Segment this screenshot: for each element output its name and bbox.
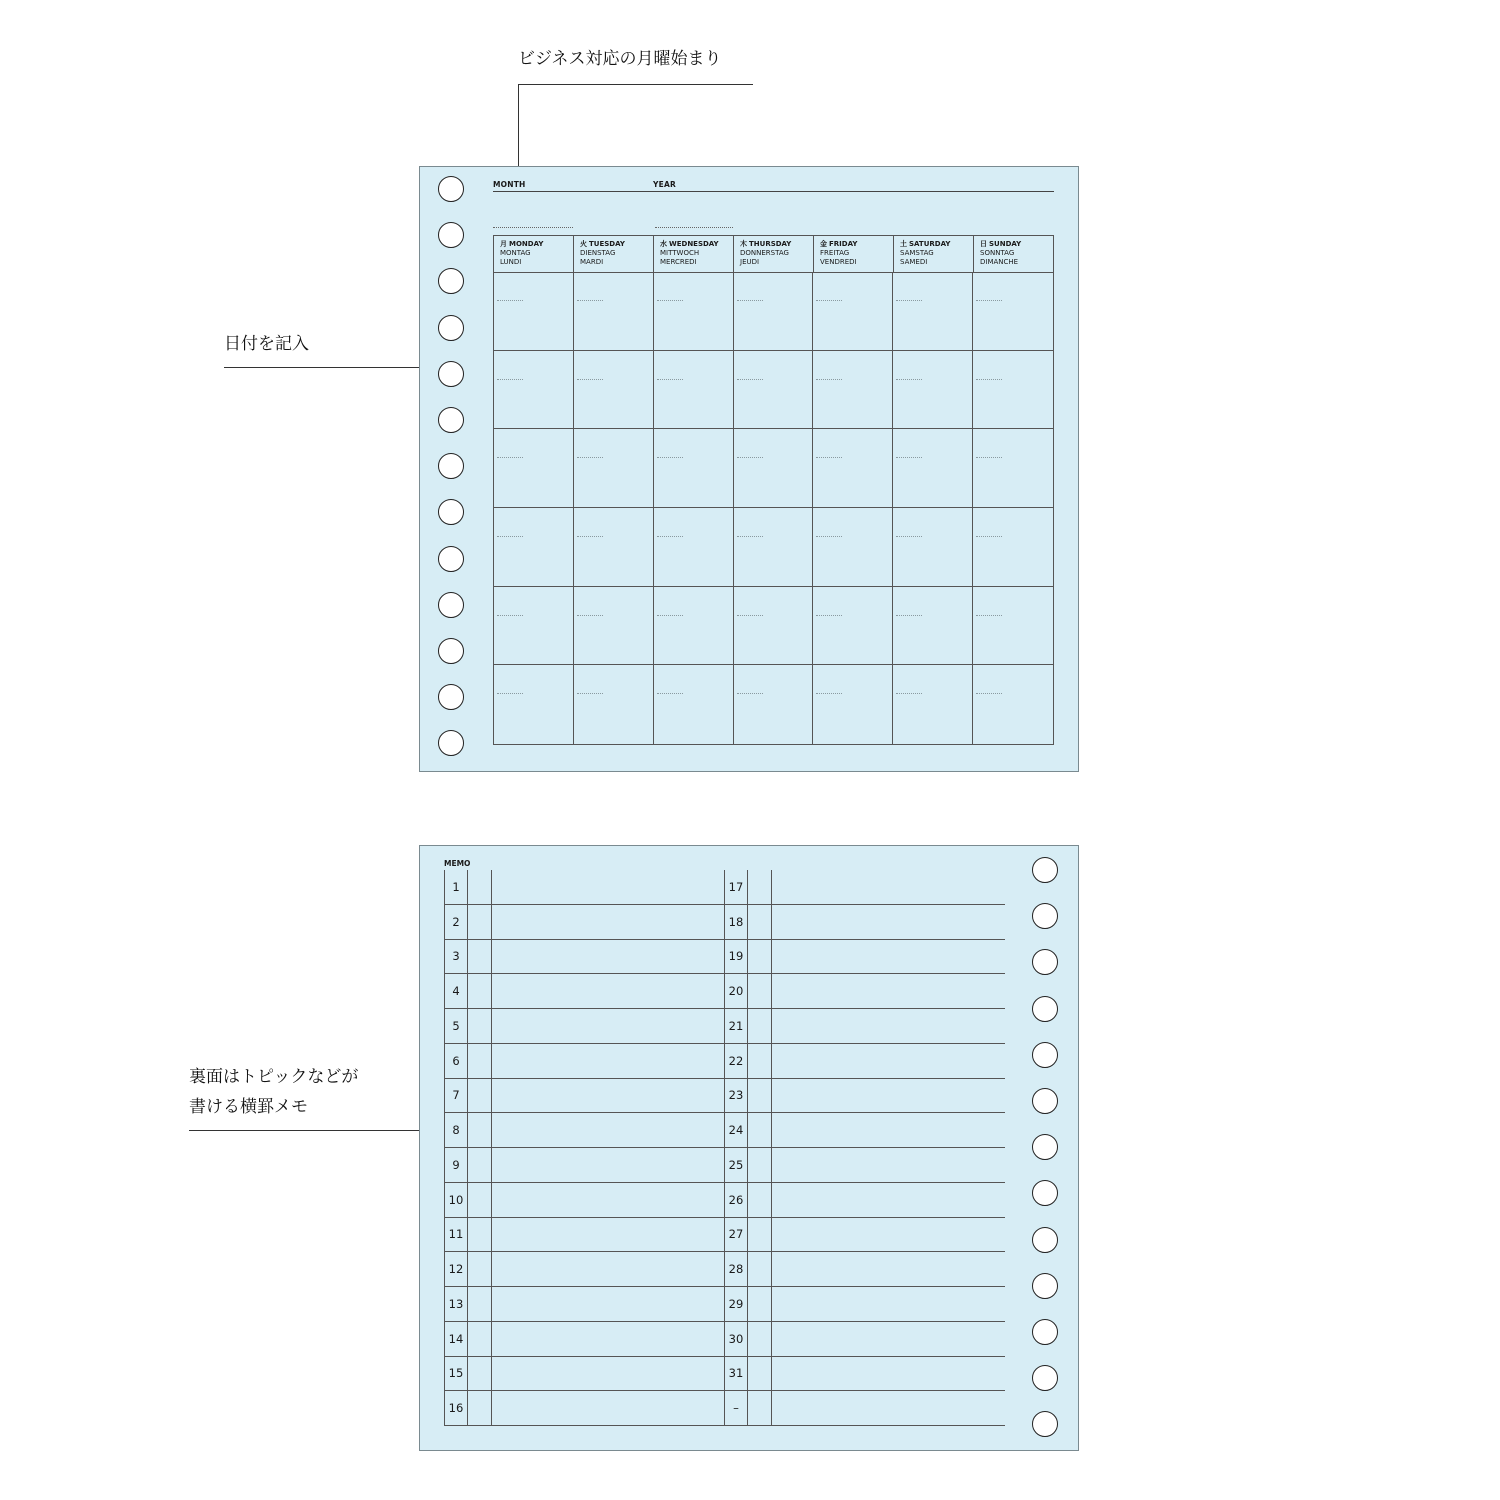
memo-row[interactable]	[444, 1148, 724, 1183]
date-entry-line	[976, 615, 1002, 616]
memo-row[interactable]	[444, 940, 724, 975]
memo-row[interactable]	[724, 1218, 1005, 1253]
day-cell[interactable]	[494, 508, 574, 587]
memo-row[interactable]	[724, 870, 1005, 905]
date-entry-line	[497, 300, 523, 301]
memo-row[interactable]	[724, 1183, 1005, 1218]
weekday-de: DIENSTAG	[580, 249, 616, 257]
day-cell[interactable]	[654, 351, 734, 430]
day-cell[interactable]	[654, 429, 734, 508]
memo-row[interactable]	[724, 1357, 1005, 1392]
calendar-sheet-front	[419, 166, 1079, 772]
memo-row[interactable]	[444, 1322, 724, 1357]
memo-row-number: 24	[728, 1123, 744, 1138]
weekday-header-cell	[734, 236, 814, 272]
date-entry-line	[657, 615, 683, 616]
memo-row-number: 23	[728, 1088, 744, 1103]
day-cell[interactable]	[574, 429, 654, 508]
year-label: YEAR	[653, 180, 676, 189]
memo-row-number: 28	[728, 1262, 744, 1277]
date-entry-line	[896, 379, 922, 380]
memo-row-number: 26	[728, 1192, 744, 1207]
memo-row[interactable]	[724, 1287, 1005, 1322]
memo-row[interactable]	[444, 1113, 724, 1148]
date-entry-line	[816, 615, 842, 616]
memo-row[interactable]	[724, 1044, 1005, 1079]
weekday-en: SUNDAY	[989, 240, 1022, 248]
weekday-jp: 火	[580, 240, 587, 248]
memo-row-number: 12	[448, 1262, 464, 1277]
header-rule	[493, 191, 1054, 192]
date-entry-line	[737, 300, 763, 301]
day-cell[interactable]	[734, 665, 814, 744]
date-entry-line	[657, 300, 683, 301]
day-cell[interactable]	[813, 508, 893, 587]
date-entry-line	[896, 457, 922, 458]
weekday-de: DONNERSTAG	[740, 249, 789, 257]
memo-row-number: 15	[448, 1366, 464, 1381]
memo-row-number: 8	[452, 1123, 460, 1138]
day-cell[interactable]	[654, 587, 734, 666]
date-entry-line	[497, 536, 523, 537]
binder-hole	[1032, 1227, 1058, 1253]
weekday-jp: 日	[980, 240, 987, 248]
binder-hole	[438, 499, 464, 525]
binder-hole	[438, 176, 464, 202]
memo-row-number: 9	[452, 1157, 460, 1172]
date-entry-line	[737, 536, 763, 537]
weekday-fr: JEUDI	[740, 258, 760, 266]
annotation-back-memo-2: 書ける横罫メモ	[189, 1097, 308, 1117]
date-entry-line	[737, 615, 763, 616]
weekday-header-cell	[574, 236, 654, 272]
memo-row-number: 18	[728, 914, 744, 929]
binder-hole	[438, 407, 464, 433]
weekday-header	[494, 236, 1053, 273]
weekday-en: WEDNESDAY	[669, 240, 719, 248]
weekday-de: MONTAG	[500, 249, 531, 257]
day-cell[interactable]	[973, 508, 1053, 587]
weekday-en: TUESDAY	[589, 240, 625, 248]
day-cell[interactable]	[893, 272, 973, 351]
binder-hole	[1032, 996, 1058, 1022]
weekday-jp: 土	[900, 240, 907, 248]
weekday-fr: MARDI	[580, 258, 604, 266]
memo-column-right	[724, 870, 1005, 1426]
memo-row-number: 21	[728, 1018, 744, 1033]
date-entry-line	[816, 300, 842, 301]
date-entry-line	[577, 300, 603, 301]
date-entry-line	[497, 615, 523, 616]
day-cell[interactable]	[574, 351, 654, 430]
binder-hole	[1032, 1088, 1058, 1114]
year-entry-line[interactable]	[655, 227, 733, 228]
date-entry-line	[816, 379, 842, 380]
date-entry-line	[816, 693, 842, 694]
binder-hole	[1032, 949, 1058, 975]
memo-row-number: 25	[728, 1157, 744, 1172]
day-cell[interactable]	[654, 665, 734, 744]
memo-row-number: 2	[452, 914, 460, 929]
weekday-en: MONDAY	[509, 240, 544, 248]
memo-row[interactable]	[444, 974, 724, 1009]
memo-row-number: 10	[448, 1192, 464, 1207]
weekday-de: SONNTAG	[980, 249, 1015, 257]
day-cell[interactable]	[973, 272, 1053, 351]
day-cell[interactable]	[734, 272, 814, 351]
binder-hole	[1032, 1180, 1058, 1206]
date-entry-line	[657, 693, 683, 694]
memo-row[interactable]	[724, 974, 1005, 1009]
date-entry-line	[497, 457, 523, 458]
memo-row[interactable]	[724, 1322, 1005, 1357]
day-cell[interactable]	[574, 508, 654, 587]
binder-hole	[1032, 1134, 1058, 1160]
memo-row-number: 5	[452, 1018, 460, 1033]
day-cell[interactable]	[574, 665, 654, 744]
date-entry-line	[737, 457, 763, 458]
memo-row[interactable]	[444, 1391, 724, 1426]
memo-row-number: 17	[728, 879, 744, 894]
annotation-back-memo-1: 裏面はトピックなどが	[189, 1067, 359, 1087]
binder-hole	[1032, 1273, 1058, 1299]
calendar-grid	[493, 235, 1054, 745]
day-cell[interactable]	[574, 272, 654, 351]
date-entry-line	[976, 536, 1002, 537]
weekday-header-cell	[894, 236, 974, 272]
memo-row[interactable]	[444, 1218, 724, 1253]
memo-row[interactable]	[444, 1252, 724, 1287]
day-cell[interactable]	[734, 508, 814, 587]
day-cell[interactable]	[494, 351, 574, 430]
binder-hole	[438, 638, 464, 664]
memo-row-number: 7	[452, 1088, 460, 1103]
weekday-de: SAMSTAG	[900, 249, 934, 257]
weekday-header-cell	[654, 236, 734, 272]
month-label: MONTH	[493, 180, 526, 189]
weekday-jp: 金	[820, 240, 827, 248]
month-entry-line[interactable]	[493, 227, 573, 228]
day-cell[interactable]	[813, 665, 893, 744]
memo-row-number: 13	[448, 1296, 464, 1311]
date-entry-line	[896, 300, 922, 301]
day-cell[interactable]	[494, 272, 574, 351]
date-entry-line	[976, 693, 1002, 694]
binder-hole	[1032, 1042, 1058, 1068]
date-entry-line	[737, 379, 763, 380]
date-entry-line	[497, 693, 523, 694]
day-cell[interactable]	[893, 508, 973, 587]
binder-hole	[438, 730, 464, 756]
date-entry-line	[497, 379, 523, 380]
date-entry-line	[577, 536, 603, 537]
date-entry-line	[816, 457, 842, 458]
memo-row[interactable]	[444, 1287, 724, 1322]
weekday-header-cell	[494, 236, 574, 272]
weekday-jp: 月	[500, 240, 507, 248]
calendar-days	[494, 272, 1053, 744]
binder-hole	[1032, 857, 1058, 883]
weekday-fr: DIMANCHE	[980, 258, 1019, 266]
weekday-fr: MERCREDI	[660, 258, 697, 266]
annotation-write-date: 日付を記入	[224, 334, 309, 354]
memo-row-number: 1	[452, 879, 460, 894]
weekday-en: THURSDAY	[749, 240, 792, 248]
weekday-de: FREITAG	[820, 249, 850, 257]
memo-row-number: 4	[452, 984, 460, 999]
binder-hole	[1032, 1319, 1058, 1345]
day-cell[interactable]	[973, 587, 1053, 666]
memo-row-number: 11	[448, 1227, 464, 1242]
date-entry-line	[896, 615, 922, 616]
memo-row-number: 19	[728, 949, 744, 964]
memo-row-number: 27	[728, 1227, 744, 1242]
day-cell[interactable]	[813, 351, 893, 430]
day-cell[interactable]	[973, 665, 1053, 744]
memo-row-number: 6	[452, 1053, 460, 1068]
binder-hole	[438, 222, 464, 248]
day-cell[interactable]	[893, 665, 973, 744]
binder-hole	[1032, 1411, 1058, 1437]
weekday-jp: 木	[740, 240, 747, 248]
memo-column-left	[444, 870, 724, 1426]
date-entry-line	[737, 693, 763, 694]
day-cell[interactable]	[654, 272, 734, 351]
binder-hole	[438, 546, 464, 572]
day-cell[interactable]	[813, 429, 893, 508]
memo-row[interactable]	[724, 1009, 1005, 1044]
day-cell[interactable]	[893, 587, 973, 666]
day-cell[interactable]	[973, 351, 1053, 430]
day-cell[interactable]	[494, 665, 574, 744]
memo-sheet-back	[419, 845, 1079, 1451]
weekday-jp: 水	[660, 240, 667, 248]
date-entry-line	[577, 615, 603, 616]
day-cell[interactable]	[574, 587, 654, 666]
date-entry-line	[976, 379, 1002, 380]
day-cell[interactable]	[893, 429, 973, 508]
day-cell[interactable]	[654, 508, 734, 587]
date-entry-line	[657, 536, 683, 537]
binder-hole	[438, 315, 464, 341]
memo-row[interactable]	[444, 1044, 724, 1079]
memo-row[interactable]	[724, 905, 1005, 940]
memo-row[interactable]	[724, 1252, 1005, 1287]
memo-row[interactable]	[724, 1113, 1005, 1148]
binder-hole	[438, 684, 464, 710]
day-cell[interactable]	[813, 587, 893, 666]
memo-row[interactable]	[444, 1009, 724, 1044]
memo-row[interactable]	[724, 1079, 1005, 1114]
binder-hole	[438, 268, 464, 294]
memo-row-number: 16	[448, 1401, 464, 1416]
memo-row-number: 22	[728, 1053, 744, 1068]
date-entry-line	[657, 379, 683, 380]
date-entry-line	[577, 379, 603, 380]
memo-row[interactable]	[444, 1079, 724, 1114]
day-cell[interactable]	[893, 351, 973, 430]
memo-row-number: 30	[728, 1331, 744, 1346]
leader-line-monday-h	[518, 84, 753, 85]
weekday-fr: SAMEDI	[900, 258, 928, 266]
memo-row[interactable]	[444, 1183, 724, 1218]
binder-hole	[1032, 1365, 1058, 1391]
weekday-header-cell	[974, 236, 1053, 272]
memo-row[interactable]	[724, 1391, 1005, 1426]
binder-hole	[438, 453, 464, 479]
memo-row[interactable]	[724, 1148, 1005, 1183]
memo-row-number: 14	[448, 1331, 464, 1346]
memo-row[interactable]	[444, 1357, 724, 1392]
date-entry-line	[657, 457, 683, 458]
day-cell[interactable]	[734, 351, 814, 430]
memo-row[interactable]	[444, 905, 724, 940]
date-entry-line	[577, 457, 603, 458]
memo-row-number: 3	[452, 949, 460, 964]
date-entry-line	[577, 693, 603, 694]
annotation-monday-start: ビジネス対応の月曜始まり	[518, 49, 722, 69]
date-entry-line	[976, 300, 1002, 301]
date-entry-line	[896, 536, 922, 537]
day-cell[interactable]	[734, 429, 814, 508]
binder-hole	[1032, 903, 1058, 929]
memo-row[interactable]	[724, 940, 1005, 975]
weekday-en: SATURDAY	[909, 240, 951, 248]
weekday-fr: LUNDI	[500, 258, 522, 266]
weekday-header-cell	[814, 236, 894, 272]
memo-row-number: 31	[728, 1366, 744, 1381]
binder-hole	[438, 592, 464, 618]
memo-label: MEMO	[444, 859, 471, 868]
date-entry-line	[816, 536, 842, 537]
day-cell[interactable]	[813, 272, 893, 351]
date-entry-line	[896, 693, 922, 694]
binder-hole	[438, 361, 464, 387]
day-cell[interactable]	[973, 429, 1053, 508]
day-cell[interactable]	[734, 587, 814, 666]
day-cell[interactable]	[494, 429, 574, 508]
memo-row-number: –	[733, 1401, 739, 1416]
memo-row[interactable]	[444, 870, 724, 905]
weekday-en: FRIDAY	[829, 240, 858, 248]
memo-row-number: 29	[728, 1296, 744, 1311]
weekday-fr: VENDREDI	[820, 258, 857, 266]
date-entry-line	[976, 457, 1002, 458]
memo-row-number: 20	[728, 984, 744, 999]
day-cell[interactable]	[494, 587, 574, 666]
weekday-de: MITTWOCH	[660, 249, 700, 257]
